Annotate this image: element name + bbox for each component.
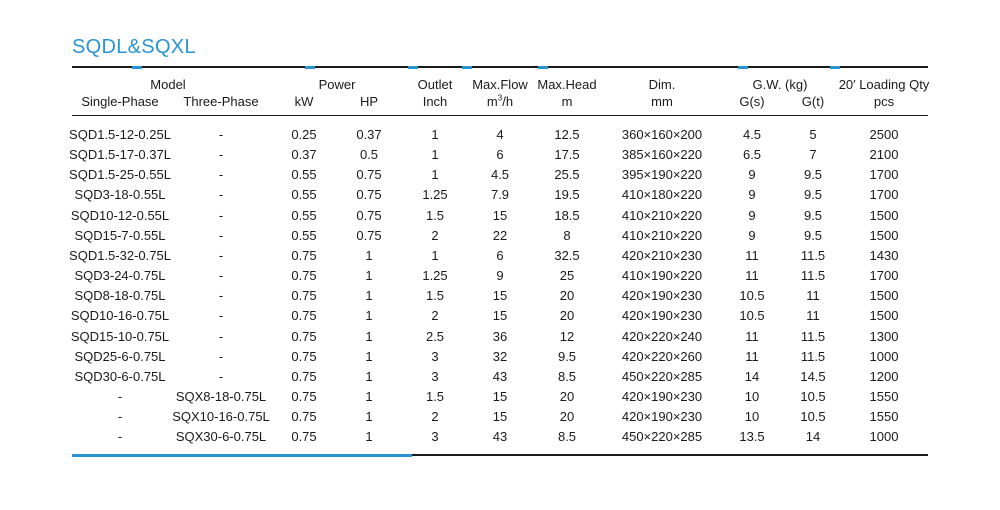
cell-outlet-inch: 3 [431,368,439,384]
cell-power-hp: 0.75 [356,207,382,223]
cell-power-hp: 0.5 [359,147,379,163]
cell-max-head: 12.5 [554,127,580,142]
cell-gross-weight-t: 11.5 [800,268,826,284]
cell-gross-weight-t: 5 [809,127,817,142]
cell-dimensions: 410×210×220 [621,227,703,243]
cell-max-flow: 9 [496,268,504,284]
cell-three-phase-model: - [218,368,224,384]
cell-dimensions: 420×190×230 [621,409,703,425]
cell-outlet-inch: 1.5 [425,207,445,223]
cell-three-phase-model: SQX30-6-0.75L [175,429,267,445]
cell-gross-weight-s: 4.5 [742,127,762,142]
cell-dimensions: 410×210×220 [621,207,703,223]
header-tick [830,66,840,69]
cell-outlet-inch: 2 [431,409,439,425]
header-tick [462,66,472,69]
cell-three-phase-model: - [218,328,224,344]
cell-max-flow: 7.9 [490,187,510,203]
cell-dimensions: 420×190×230 [621,308,703,324]
cell-dimensions: 360×160×200 [621,127,703,142]
cell-dimensions: 450×220×285 [621,429,703,445]
table-row [0,330,1000,350]
cell-loading-qty: 1700 [869,268,899,284]
header-inch: Inch [422,94,448,109]
cell-outlet-inch: 1.25 [422,187,448,203]
cell-three-phase-model: - [218,207,224,223]
cell-loading-qty: 1000 [869,348,899,364]
cell-gross-weight-s: 11 [745,268,759,284]
cell-power-hp: 0.75 [356,167,382,183]
cell-power-kw: 0.55 [291,227,317,243]
cell-max-flow: 15 [492,308,508,324]
header-kw: kW [294,94,314,109]
cell-loading-qty: 1500 [869,308,899,324]
cell-power-hp: 0.37 [356,127,382,142]
cell-outlet-inch: 2 [431,227,439,243]
cell-outlet-inch: 1 [431,147,439,163]
table-top-rule [72,66,928,68]
cell-power-kw: 0.55 [291,207,317,223]
cell-gross-weight-t: 11 [806,288,820,304]
table-row [0,410,1000,430]
cell-loading-qty: 1500 [869,288,899,304]
cell-power-hp: 1 [365,368,373,384]
cell-three-phase-model: - [218,308,224,324]
cell-gross-weight-s: 10 [744,388,760,404]
cell-max-flow: 4.5 [490,167,510,183]
cell-single-phase-model: SQD25-6-0.75L [74,348,166,364]
header-flow-unit: $m^3/h$ [486,93,514,109]
cell-max-head: 20 [559,409,575,425]
cell-loading-qty: 1300 [869,328,899,344]
cell-dimensions: 420×210×230 [621,247,703,263]
cell-max-head: 25 [559,268,575,284]
cell-max-head: 19.5 [554,187,580,203]
cell-power-hp: 1 [365,268,373,284]
cell-three-phase-model: SQX10-16-0.75L [172,409,270,425]
header-three-phase: Three-Phase [183,94,259,109]
cell-max-flow: 6 [496,247,504,263]
cell-power-kw: 0.75 [291,368,317,384]
cell-outlet-inch: 3 [431,429,439,445]
cell-power-kw: 0.55 [291,167,317,183]
cell-single-phase-model: - [117,409,123,425]
cell-max-flow: 15 [492,207,508,223]
cell-power-hp: 0.75 [356,227,382,243]
cell-max-head: 8.5 [557,429,577,445]
cell-three-phase-model: - [218,268,224,284]
cell-loading-qty: 1550 [869,388,899,404]
table-row [0,430,1000,450]
cell-outlet-inch: 3 [431,348,439,364]
cell-power-kw: 0.75 [291,388,317,404]
table-row [0,168,1000,188]
cell-max-flow: 22 [492,227,508,243]
cell-loading-qty: 2500 [869,127,899,142]
cell-single-phase-model: SQD1.5-17-0.37L [69,147,171,163]
cell-dimensions: 420×190×230 [621,288,703,304]
cell-power-kw: 0.75 [291,429,317,445]
cell-max-flow: 6 [496,147,504,163]
table-row [0,148,1000,168]
cell-max-flow: 15 [492,288,508,304]
cell-dimensions: 420×220×260 [621,348,703,364]
table-row [0,350,1000,370]
cell-gross-weight-t: 9.5 [803,207,823,223]
table-row [0,390,1000,410]
cell-gross-weight-s: 11 [745,348,759,364]
cell-single-phase-model: SQD3-24-0.75L [74,268,166,284]
cell-loading-qty: 1430 [869,247,899,263]
cell-gross-weight-s: 9 [748,207,756,223]
header-head-unit: m [561,94,573,109]
cell-gross-weight-s: 13.5 [739,429,765,445]
cell-single-phase-model: SQD3-18-0.55L [74,187,166,203]
cell-max-head: 17.5 [554,147,580,163]
cell-three-phase-model: SQX8-18-0.75L [175,388,267,404]
cell-three-phase-model: - [218,247,224,263]
cell-three-phase-model: - [218,227,224,243]
cell-outlet-inch: 2.5 [425,328,445,344]
cell-max-head: 18.5 [554,207,580,223]
cell-power-hp: 1 [365,348,373,364]
cell-gross-weight-s: 9 [748,187,756,203]
header-gt: G(t) [801,94,825,109]
cell-dimensions: 420×190×230 [621,388,703,404]
table-row [0,370,1000,390]
header-max-head: Max.Head [537,77,597,92]
cell-gross-weight-s: 10 [744,409,760,425]
cell-max-head: 8 [563,227,571,243]
cell-three-phase-model: - [218,288,224,304]
cell-power-kw: 0.55 [291,187,317,203]
cell-power-hp: 1 [365,328,373,344]
cell-outlet-inch: 1 [431,167,439,183]
cell-power-hp: 1 [365,247,373,263]
cell-power-kw: 0.75 [291,247,317,263]
cell-loading-qty: 1700 [869,187,899,203]
cell-loading-qty: 1700 [869,167,899,183]
cell-outlet-inch: 1 [431,127,439,142]
cell-max-head: 9.5 [557,348,577,364]
cell-power-hp: 1 [365,388,373,404]
table-row [0,128,1000,148]
cell-gross-weight-s: 9 [748,227,756,243]
cell-gross-weight-t: 11 [806,308,820,324]
cell-gross-weight-t: 11.5 [800,247,826,263]
cell-max-flow: 43 [492,368,508,384]
cell-dimensions: 450×220×285 [621,368,703,384]
cell-power-kw: 0.37 [291,147,317,163]
cell-dimensions: 410×190×220 [621,268,703,284]
header-dim: Dim. [648,77,676,92]
cell-single-phase-model: SQD1.5-25-0.55L [69,167,171,183]
header-rule [72,115,928,116]
cell-dimensions: 420×220×240 [621,328,703,344]
cell-loading-qty: 1500 [869,207,899,223]
cell-single-phase-model: SQD30-6-0.75L [74,368,166,384]
cell-max-head: 20 [559,288,575,304]
cell-three-phase-model: - [218,147,224,163]
cell-single-phase-model: SQD8-18-0.75L [74,288,166,304]
cell-single-phase-model: SQD1.5-12-0.25L [69,127,171,142]
header-tick [738,66,748,69]
cell-single-phase-model: SQD1.5-32-0.75L [69,247,171,263]
cell-loading-qty: 2100 [869,147,899,163]
cell-max-flow: 4 [496,127,504,142]
header-tick [305,66,315,69]
cell-gross-weight-t: 9.5 [803,227,823,243]
cell-loading-qty: 1550 [869,409,899,425]
header-tick [408,66,418,69]
cell-power-hp: 0.75 [356,187,382,203]
cell-gross-weight-t: 14.5 [800,368,826,384]
cell-power-kw: 0.75 [291,308,317,324]
header-max-flow: Max.Flow [472,77,528,92]
cell-gross-weight-t: 9.5 [803,187,823,203]
cell-power-kw: 0.75 [291,268,317,284]
header-pcs: pcs [873,94,895,109]
cell-gross-weight-t: 11.5 [800,348,826,364]
cell-loading-qty: 1200 [869,368,899,384]
cell-outlet-inch: 2 [431,308,439,324]
header-tick [132,66,142,69]
header-outlet: Outlet [417,77,453,92]
cell-dimensions: 410×180×220 [621,187,703,203]
cell-single-phase-model: - [117,429,123,445]
table-row [0,229,1000,249]
cell-three-phase-model: - [218,187,224,203]
cell-dimensions: 395×190×220 [621,167,703,183]
cell-gross-weight-t: 7 [809,147,817,163]
cell-gross-weight-t: 9.5 [803,167,823,183]
cell-gross-weight-s: 6.5 [742,147,762,163]
cell-single-phase-model: SQD10-12-0.55L [70,207,170,223]
cell-max-flow: 32 [492,348,508,364]
cell-three-phase-model: - [218,167,224,183]
table-row [0,209,1000,229]
cell-gross-weight-s: 11 [745,328,759,344]
cell-outlet-inch: 1 [431,247,439,263]
cell-gross-weight-t: 10.5 [800,388,826,404]
cell-power-kw: 0.75 [291,288,317,304]
cell-max-head: 12 [559,328,575,344]
cell-gross-weight-s: 11 [745,247,759,263]
table-row [0,269,1000,289]
cell-max-flow: 36 [492,328,508,344]
header-model: Model [150,77,186,92]
cell-outlet-inch: 1.5 [425,388,445,404]
header-gross-weight: G.W. (kg) [752,77,808,92]
cell-single-phase-model: SQD15-10-0.75L [70,328,170,344]
table-bottom-rule-accent [72,454,412,457]
table-row [0,309,1000,329]
cell-loading-qty: 1500 [869,227,899,243]
cell-max-head: 8.5 [557,368,577,384]
cell-gross-weight-s: 14 [744,368,760,384]
cell-three-phase-model: - [218,127,224,142]
cell-single-phase-model: SQD10-16-0.75L [70,308,170,324]
cell-power-kw: 0.75 [291,328,317,344]
cell-max-flow: 15 [492,388,508,404]
cell-gross-weight-s: 10.5 [739,288,765,304]
cell-max-head: 32.5 [554,247,580,263]
table-row [0,249,1000,269]
cell-max-head: 20 [559,308,575,324]
cell-gross-weight-s: 9 [748,167,756,183]
cell-single-phase-model: - [117,388,123,404]
cell-power-hp: 1 [365,429,373,445]
cell-three-phase-model: - [218,348,224,364]
header-loading-qty: 20′ Loading Qty [838,77,930,92]
table-row [0,188,1000,208]
header-hp: HP [359,94,379,109]
cell-power-hp: 1 [365,308,373,324]
cell-loading-qty: 1000 [869,429,899,445]
cell-outlet-inch: 1.5 [425,288,445,304]
cell-gross-weight-s: 10.5 [739,308,765,324]
cell-power-kw: 0.75 [291,348,317,364]
cell-power-kw: 0.75 [291,409,317,425]
header-tick [538,66,548,69]
cell-max-flow: 15 [492,409,508,425]
cell-max-head: 20 [559,388,575,404]
header-single-phase: Single-Phase [81,94,159,109]
table-row [0,289,1000,309]
cell-max-flow: 43 [492,429,508,445]
page-title: SQDL&SQXL [72,36,196,58]
cell-power-kw: 0.25 [291,127,317,142]
cell-power-hp: 1 [365,409,373,425]
cell-gross-weight-t: 11.5 [800,328,826,344]
header-gs: G(s) [739,94,765,109]
cell-outlet-inch: 1.25 [422,268,448,284]
cell-power-hp: 1 [365,288,373,304]
header-power: Power [318,77,356,92]
header-dim-unit: mm [651,94,673,109]
cell-single-phase-model: SQD15-7-0.55L [74,227,166,243]
cell-gross-weight-t: 10.5 [800,409,826,425]
cell-max-head: 25.5 [554,167,580,183]
cell-gross-weight-t: 14 [805,429,821,445]
cell-dimensions: 385×160×220 [621,147,703,163]
table-bottom-rule [412,454,928,456]
